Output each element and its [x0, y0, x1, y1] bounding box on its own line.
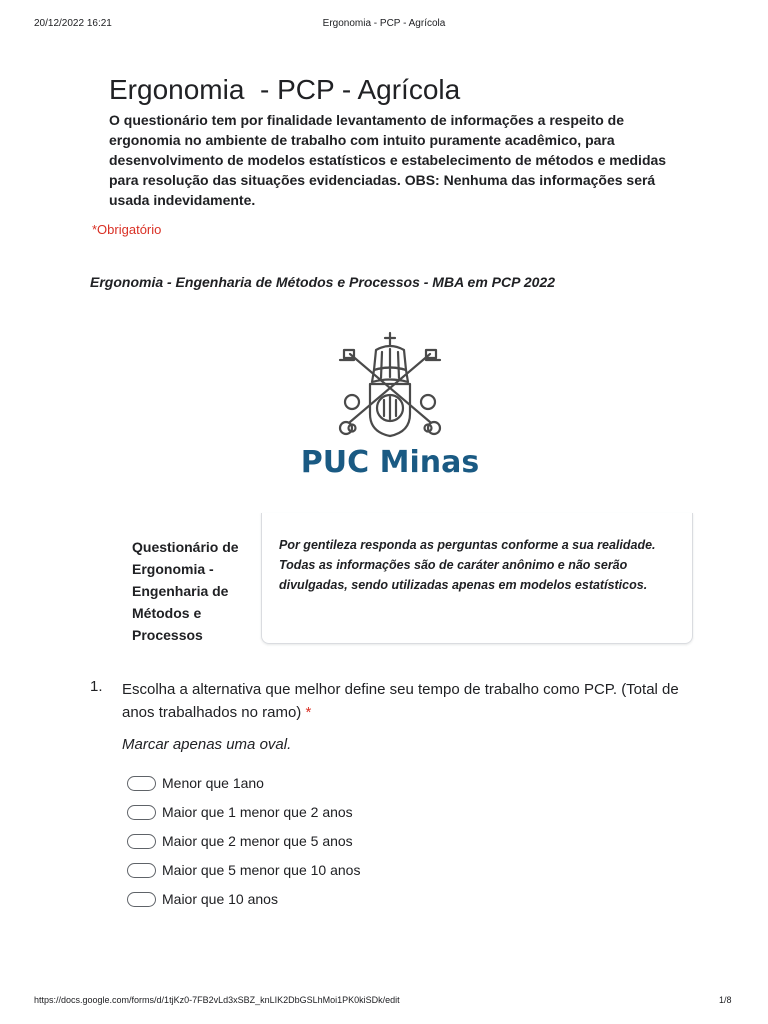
logo-text: PUC Minas: [300, 445, 480, 480]
form-title: Ergonomia - PCP - Agrícola: [109, 74, 461, 105]
radio-oval[interactable]: [127, 892, 156, 907]
info-card-text: Por gentileza responda as perguntas conforme a sua realidade. Todas as informações são de caráter anônimo e não serão divulgadas, sendo utilizadas apenas em modelos estatísticos.: [279, 538, 656, 592]
option-1-a-2-anos[interactable]: [127, 804, 353, 820]
crest-icon: [300, 330, 480, 480]
option-label: Menor que 1ano: [162, 775, 264, 791]
question-instruction: Marcar apenas uma oval.: [122, 736, 292, 753]
info-card: [261, 513, 693, 644]
option-2-a-5-anos[interactable]: [127, 833, 353, 849]
print-datetime: 20/12/2022 16:21: [34, 18, 112, 29]
print-page-number: 1/8: [719, 995, 732, 1005]
radio-oval[interactable]: [127, 834, 156, 849]
print-doc-title: Ergonomia - PCP - Agrícola: [322, 18, 446, 29]
form-description: O questionário tem por finalidade levantamento de informações a respeito de ergonomia no ambiente de trabalho com intuito puramente acadêmico, para desenvolvimento de modelos estatísticos e estabelecimento de métodos e medidas para resolução das situações evidenciadas. OBS: Nenhuma das informações será usada indevidamente.: [109, 112, 667, 208]
print-url: https://docs.google.com/forms/d/1tjKz0-7FB2vLd3xSBZ_knLIK2DbGSLhMoi1PK0kiSDk/edit: [34, 995, 400, 1005]
option-maior-que-10-anos[interactable]: [127, 891, 278, 907]
puc-minas-logo: [300, 330, 480, 480]
section-title: Ergonomia - Engenharia de Métodos e Processos - MBA em PCP 2022: [90, 274, 555, 290]
option-label: Maior que 2 menor que 5 anos: [162, 833, 353, 849]
question-text: [122, 678, 702, 724]
required-mark: *: [305, 704, 312, 721]
radio-oval[interactable]: [127, 863, 156, 878]
question-number: 1.: [90, 678, 103, 695]
radio-oval[interactable]: [127, 776, 156, 791]
option-5-a-10-anos[interactable]: [127, 862, 360, 878]
section-side-label: Questionário de Ergonomia - Engenharia de Métodos e Processos: [132, 539, 239, 643]
required-note: *Obrigatório: [92, 222, 162, 237]
option-label: Maior que 10 anos: [162, 891, 278, 907]
option-label: Maior que 5 menor que 10 anos: [162, 862, 361, 878]
question-text-content: Escolha a alternativa que melhor define seu tempo de trabalho como PCP. (Total de anos trabalhados no ramo): [122, 681, 679, 721]
radio-oval[interactable]: [127, 805, 156, 820]
option-menor-que-1ano[interactable]: [127, 775, 264, 791]
option-label: Maior que 1 menor que 2 anos: [162, 804, 353, 820]
